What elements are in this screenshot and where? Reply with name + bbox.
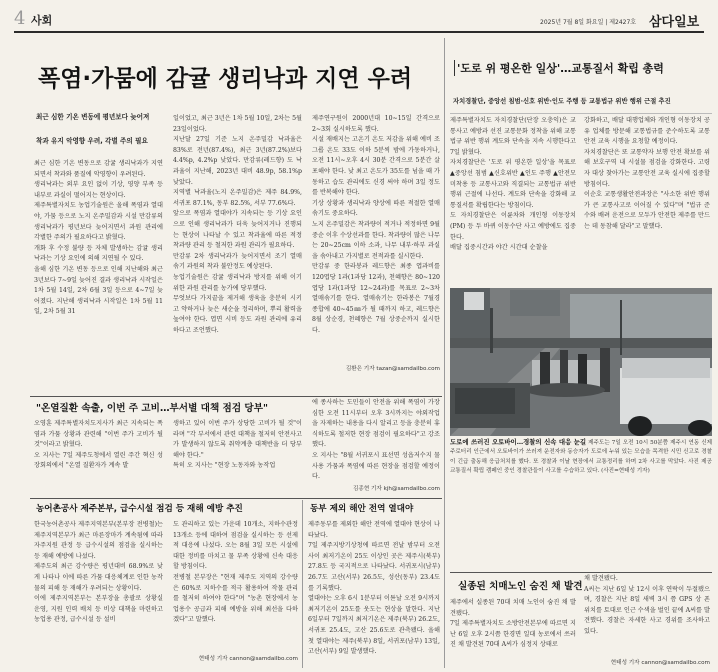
issue-date: 2025년 7월 8일 화요일 | 제2427호 [540, 19, 637, 26]
article-body-col: 제주에서 실종된 70대 치매 노인이 숨진 채 발견됐다. 7일 제주특별자치도 소방안전본부에 따르면 지난 6일 오후 2시쯤 한경면 일대 농로에서 쓰러진 채 발견된 70대 A씨가 심정지 상태로 [450, 599, 576, 649]
article-body-col: 제주연구원이 2000년대 10~15일 간격으로 2~3회 실시하도록 했다. 시설 재배지는 고온기 온도 저감을 위해 예비 조그룹 온도 33도 이하 5분씩 밤에 가동하거나, 오전 11시~오후 4시 30분 간격으로 5분간 살포해야 한다. 낮 최고 온도가 35도를 넘을 때 가동하고 습도 관리에도 신경 써야 하며 3일 정도를 반복해야 한다. 기상 상황과 생리낙과 양상에 따른 적절한 열매솎기도 중요하다. 노지 온주밀감은 착과량이 적거나 적정하면 9월 중순 이후 수상선과를 한다. 착과량이 많은 나무는 20~25cm 이하 소과, 나무 내부·하부 과실을 솎아내고 가지별로 전적과를 실시한다. 만감류 중 한라봉과 레드향은 최종 엽과비를 120엽당 1과(1과당 12과), 천혜향은 80~120엽당 1과(1과당 12~24과)를 목표로 2~3차 열매솎기를 한다. 열매솎기는 한라봉은 7월경 종합에 40~45㎜가 될 때까지 하고, 레드향은 8월 상순경, 천혜향은 7월 상중순까지 실시한다. [312, 115, 440, 334]
article-headline: 동부 제외 해안 전역 열대야 [310, 504, 414, 514]
page-number: 4 [14, 8, 26, 29]
column-divider [444, 38, 445, 396]
road-scene-illustration [450, 288, 712, 436]
article-body-col: 일이었고, 최근 3년은 1차 5월 10일, 2차는 5월 23일이었다. 지난달 27일 기준 노지 온주밀감 낙과율은 83%로 전년(87.4%), 최근 3년(87.2%)보다 4.4%p, 4.2%p 낮았다. 만감류(레드향) 도 낙과율이 지난해, 2023년 대비 48.9p, 58.1%p 낮았다. 지역별 낙과율(노지 온주밀감)은 제주 84.9%, 서귀포 87.1%, 동부 82.5%, 서부 77.6%다. 앞으로 폭염과 열대야가 지속되는 등 기상 요인으로 인해 생리낙과가 더욱 늦어지거나 진행되는 현상이 나타날 수 있고 착과율에 따른 적정 착과량 관리 등 철저한 과원 관리가 필요하다. 만감류 2차 생리낙과가 늦어지면서 조기 열매 솎기 과원의 착과 불안정도 예상된다. 농업기술원은 감귤 생리낙과 방지를 위해 이기 위한 과원 관리를 농가에 당부했다. 무엇보다 가지끝을 제거해 생육을 충분히 시키고 약하거나 늦은 새순을 정리하며, 뿌리 활력을 높여야 한다. 엽면 시비 등도 과원 관리에 유리하다고 조언했다. [173, 115, 302, 334]
article-body-col: 채 발견됐다. A씨는 지난 6일 낮 12시 이후 연락이 두절됐으며, 경찰은 지난 8일 새벽 3시 쯤 GPS 상 폰 위치를 토대로 인근 수색을 벌인 끝에 A씨를 발견했다. 경찰은 자세한 사고 경위를 조사하고 있다. [584, 575, 710, 635]
article-subheadline: 자치경찰단, 중앙선 침범·신호 위반·인도 주행 등 교통법규 위반 행위 근절 추진 [453, 98, 671, 105]
article-body-col: 오영훈 제주특별자치도지사가 최근 지속되는 폭염과 가뭄 상황과 관련해 "이번 주가 고비가 될 것"이라고 밝혔다. 오 지사는 7일 제주도청에서 열린 주간 혁신 성장회의에서 "온열 질환자가 계속 발 [34, 420, 163, 470]
article-traffic-order [450, 38, 712, 648]
section-rule [30, 498, 442, 499]
article-tropical-night [306, 500, 442, 670]
article-body-col: 제주동부를 제외한 해안 전역에 열대야 현상이 나타났다. 7일 제주지방기상청에 따르면 전날 밤부터 오전 사이 최저기온이 25도 이상인 곳은 제주시(북부) 27.8도 등 국지적으로 나타났다. 서귀포시(남부) 26.7도 고산(서부) 26.5도, 성산(동부) 23.4도를 기록했다. 열대야는 오후 6시 1분부터 이튿날 오전 9시까지 최저기온이 25도를 웃도는 현상을 말한다. 지난 6일부터 7일까지 최저기온은 제주(북부) 26.2도, 서귀포 25.4도, 고산 25.6도로 관측됐다. 올해 첫 열대야는 제주(북부) 8일, 서귀포(남부) 13일, 고산(서부) 9일 발생했다. [308, 521, 440, 656]
article-missing-elderly [450, 574, 712, 670]
column-divider [444, 396, 445, 668]
header-rule [14, 31, 704, 33]
article-body-col: 에 종사하는 도민들이 안전을 위해 폭염이 가장 심한 오전 11시부터 오후 3시까지는 야외작업을 자제하는 내용을 다시 알리고 등을 충분히 휴식하도록 철저한 현장 점검이 필요하다"고 강조했다. 오 지사는 "8월 서귀포시 표선면 성읍저수지 물 사용 가뭄과 폭염에 따른 현장을 점검할 예정이다. [312, 399, 440, 481]
article-byline: 현태성 기자 cannon@samdailbo.com [610, 660, 710, 666]
article-body-col: 한국농어촌공사 제주지역본부(본부장 전병철)는 제주지역본부가 최근 마른장마가 계속됨에 따라 자주지원 관정 등 급수시설의 점검을 실시하는 등 재해 예방에 나섰다. 제주도의 최근 강수량은 평년대비 68.9%로 낮게 나타나 이에 따른 가뭄 대응체계로 인한 농작물의 피해 등 재해가 우려되는 상황이다. 이에 제주지역본부는 본부장을 총괄로 상황실 운영, 지원 인력 배치 등 비상 대책을 마련하고 농업용 관정, 급수시설 등 설비 [34, 521, 163, 624]
article-body-col: 강화하고, 배달 대행업체와 개인형 이동장치 공유 업체를 방문해 교통법규를 준수하도록 교통안전 교육 시행을 요청할 예정이다. 자치경찰단은 또 교통약자 보행 안전 확보를 위해 보호구역 내 시설물 점검을 강화한다. 고령자 대상 찾아가는 교통안전 교육 실시에 집중할 방침이다. 이순호 교통생활안전과장은 "사소한 위반 행위가 큰 교통사고로 이어질 수 있다"며 "법규 준수와 배려 운전으로 모두가 안전한 제주를 만드는 데 동참해 달라"고 말했다. [584, 117, 710, 230]
article-byline: 현태성 기자 cannon@samdailbo.com [198, 656, 298, 662]
article-heat-illness [30, 398, 442, 498]
section-rule [450, 572, 712, 573]
section-rule [30, 396, 442, 397]
sub-rule [450, 113, 712, 114]
newspaper-logo: 삼다일보 [649, 15, 700, 30]
article-subheadline: 최근 심한 기온 변동에 평년보다 늦어져 [36, 113, 150, 121]
photo-caption-title: 도로에 쓰러진 오토바이…경찰의 신속 대응 눈길 [450, 438, 587, 446]
article-headline: 농어촌공사 제주본부, 급수시설 점검 등 재해 예방 추진 [36, 504, 243, 514]
article-byline: 김환은 기자 tazan@samdailbo.com [345, 366, 440, 372]
article-headline: "온열질환 속출, 이번 주 고비…부서별 대책 점검 당부" [36, 403, 268, 414]
article-subheadline: 착과 유지 악영향 우려, 각별 주의 필요 [36, 137, 148, 145]
article-body-col: 생하고 있어 이번 주가 상당한 고비가 될 것"이라며 "각 부서에서 관련 대책을 철저히 안전사고가 발생하지 않도록 취약계층 대책반을 더 당부해야 한다." 특히 오 지사는 "현장 노동자와 농작업 [173, 420, 302, 470]
article-heat-drought [30, 38, 440, 398]
article-body-col: 제주특별자치도 자치경찰단(단장 오충익)은 교통사고 예방과 선진 교통문화 정착을 위해 교통법규 위반 행위 계도와 단속을 지속 시행한다고 7일 밝혔다. 자치경찰단은 '도로 위 평온한 일상'을 목표로 ▲중앙선 침범 ▲신호위반 ▲인도 주행 ▲안전모 미착용 등 교통사고와 직결되는 교통법규 위반 행위 근절에 나선다. 계도와 단속을 강화해 교통질서를 확립한다는 방침이다. 도 자치경찰단은 이륜차와 개인형 이동장치(PM) 등 두 바퀴 이동수단 사고 예방에도 집중한다. 배달 집중시간과 야간 시간대 순찰을 [450, 117, 576, 252]
article-headline: 실종된 치매노인 숨진 채 발견 [458, 581, 583, 592]
article-byline: 김종현 기자 kjh@samdailbo.com [353, 486, 440, 492]
accident-photo [450, 288, 712, 436]
photo-caption [450, 438, 712, 518]
article-headline: '도로 위 평온한 일상'…교통질서 확립 총력 [454, 60, 710, 76]
article-headline: 폭염·가뭄에 감귤 생리낙과 지연 우려 [38, 66, 413, 92]
photo-caption-text: 제주도는 7일 오전 10시 50분쯤 제주시 연동 신제주로터리 인근에서 오토바이가 쓰러져 운전자와 동승자가 도로에 누워 있는 모습을 목격한 시민 신고로 경찰이 긴급 출동해 응급처치를 했다. 또 경찰과 이날 현장에서 교통정리를 하며 2차 사고를 막았다. 사진 제공 교통질서 확립 캠페인 중인 경찰관들이 사고를 수습하고 있다. (사진=현태성 기자) [450, 440, 713, 475]
column-divider [302, 500, 303, 668]
section-label: 사회 [31, 14, 53, 27]
article-rural-corp [30, 500, 298, 670]
article-body-col: 최근 심한 기온 변동으로 감귤 생리낙과가 지연되면서 착과와 품질에 악영향이 우려된다. 생리낙과는 외부 요인 없이 기상, 영양 부족 등 내부로 과실이 떨어지는 현상이다. 제주특별자치도 농업기술원은 올해 폭염과 열대야, 가뭄 등으로 노지 온주밀감과 시설 만감류의 생리낙과가 평년보다 늦어지면서 과원 관리에 각별한 주의가 필요하다고 밝혔다. 개화 후 수정 불량 등 자체 발생하는 감귤 생리낙과는 기상 요인에 의해 지연될 수 있다. 올해 심한 기온 변동 등으로 인해 지난해와 최근 3년보다 7~9일 늦어진 결과 생리낙과 시작일은 1차 5월 14일, 2차 6월 3일 등으로 4~7일 늦어졌다. 지난해 생리낙과 시작일은 1차 5월 11일, 2차 5월 31 [34, 160, 163, 316]
article-body-col: 도 관리하고 있는 가운데 10개소, 지하수관정 13개소 등에 대하여 점검을 실시하는 등 선제적 대응에 나섰다. 오는 8월 3일 모든 시설에 대한 정비를 마치고 물 부족 상황에 신속 대응할 방침이다. 전병철 본부장은 "현재 제주도 지역의 강수량은 60%로 지하수를 적극 활용하여 작물 관리를 철저히 하여야 한다"며 "농촌 현장에서 농업용수 공급과 피해 예방을 위해 최선을 다하겠다"고 말했다. [173, 521, 298, 624]
